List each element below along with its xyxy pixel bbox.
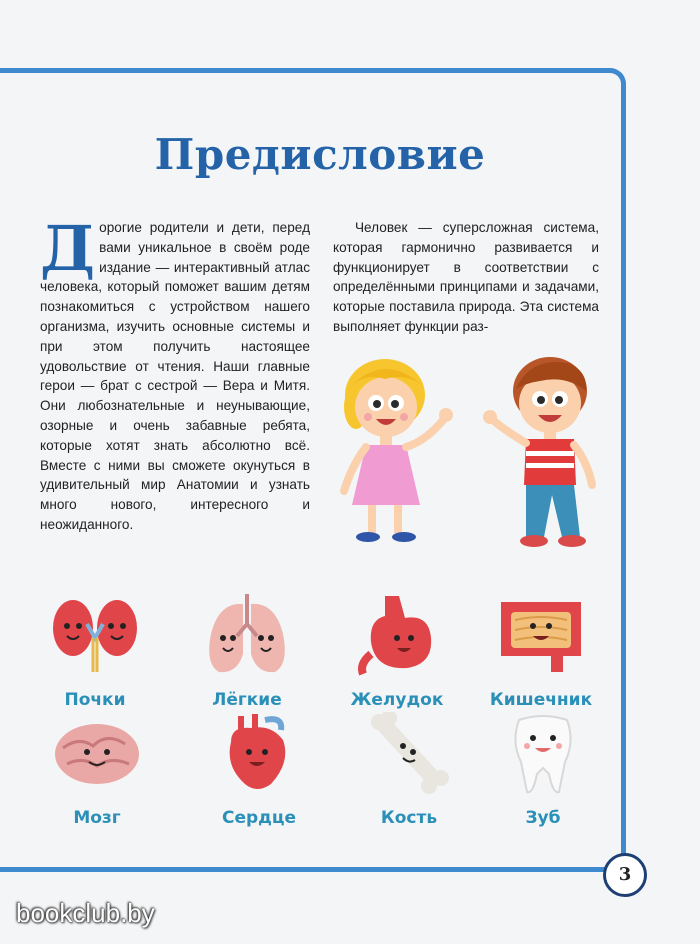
organ-brain [22,712,172,828]
girl-character-icon [344,359,453,542]
organ-lungs [172,594,322,710]
brain-icon [49,712,145,794]
intro-right-text: Человек — суперсложная система, которая гармонично развивается и функционирует в соответствии с определёнными принципами и задачами, которые поставила природа. Эта система выполняет функции раз- [333,220,599,334]
bone-icon [361,712,457,794]
organ-stomach [322,594,472,710]
organ-label: Почки [64,690,126,710]
organ-label: Зуб [525,808,561,828]
organ-bone [334,712,484,828]
watermark-text: bookclub.by [16,898,155,928]
intro-left-column [40,212,310,535]
page-title: Предисловие [154,130,486,179]
page-number-badge: 3 [603,853,647,897]
intestine-icon [493,594,589,676]
organ-label: Кишечник [489,690,593,710]
stomach-icon [349,594,445,676]
organ-label: Кость [380,808,438,828]
lungs-icon [199,594,295,676]
kids-illustration [330,345,620,550]
kidneys-icon [47,594,143,676]
organ-heart [184,712,334,828]
organ-label: Лёгкие [212,690,282,710]
intro-left-text: орогие родители и дети, перед вами уникальное в своём роде издание — интерактивный атлас человека, который поможет вашим детям познакомиться с устройством нашего организма, изучить основные системы и при этом получить настоящее удовольствие от чтения. Наши главные герои — брат с сестрой — Вера и Митя. Они любознательные и неунывающие, озорные и очень забавные ребята, которые хотят знать абсолютно всё. Вместе с ними вы сможете окунуться в удивительный мир Анатомии и узнать много нового, интересного и неожиданного. [40,220,310,532]
organ-label: Желудок [350,690,444,710]
tooth-icon [495,712,591,794]
organ-kidneys [20,594,170,710]
heart-icon [211,712,307,794]
drop-cap: Д [40,212,96,285]
organ-label: Сердце [221,808,297,828]
organ-label: Мозг [73,808,121,828]
organ-tooth [468,712,618,828]
boy-character-icon [483,357,592,547]
organ-intestine [466,594,616,710]
